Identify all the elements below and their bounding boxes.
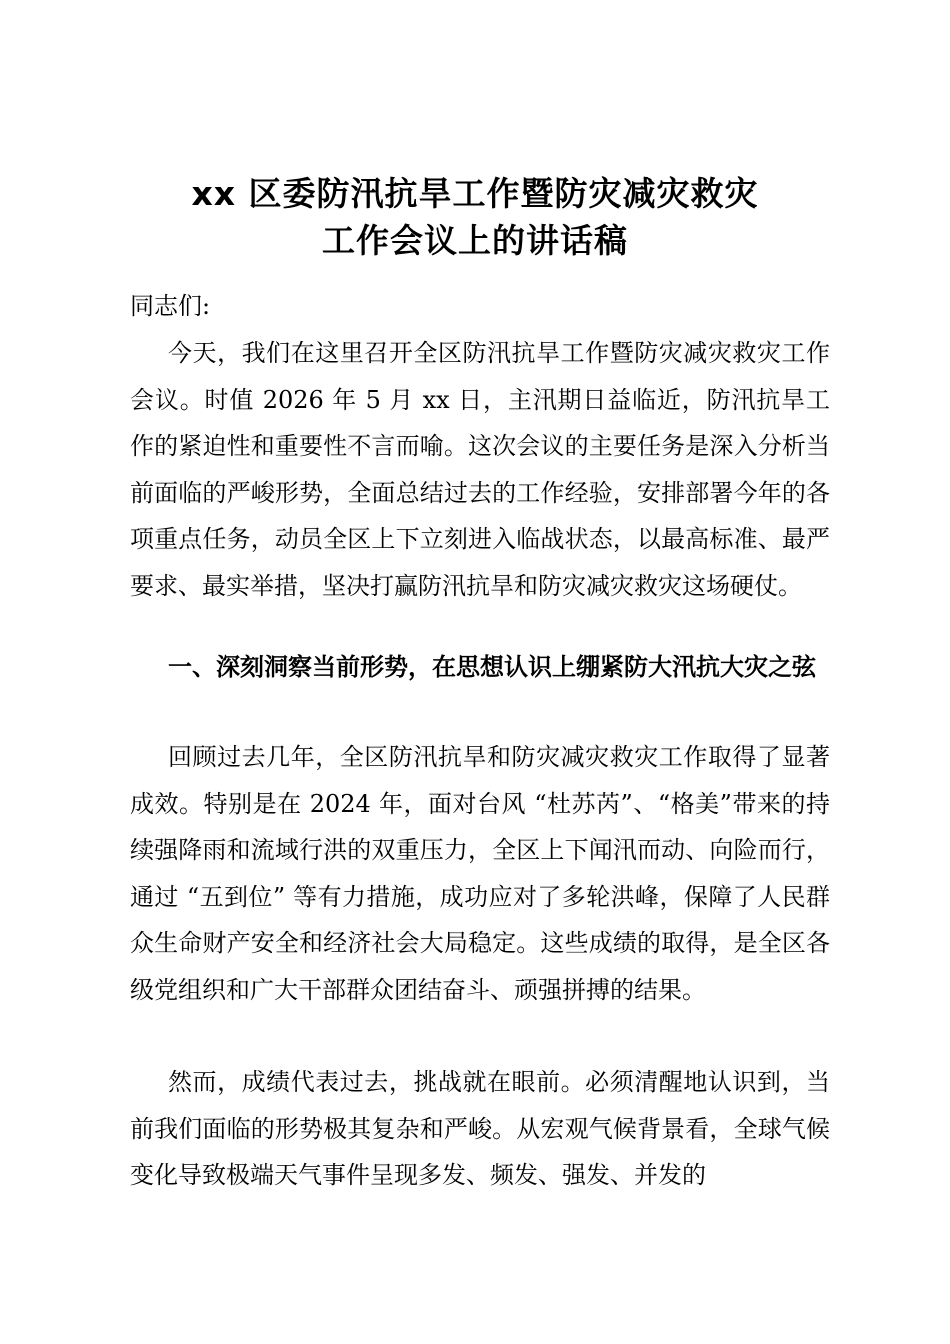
paragraph-review: 回顾过去几年，全区防汛抗旱和防灾减灾救灾工作取得了显著成效。特别是在 2024 年，面对台风 “杜苏芮”、“格美”带来的持续强降雨和流域行洪的双重压力，全区上下闻汛而动、向险而行，通过 “五到位” 等有力措施，成功应对了多轮洪峰，保障了人民群众生命财产安全和经济社会大局稳定。这些成绩的取得，是全区各级党组织和广大干部群众团结奋斗、顽强拼搏的结果。 [130,743,830,1004]
greeting: 同志们: [130,292,211,320]
paragraph-opening: 今天，我们在这里召开全区防汛抗旱工作暨防灾减灾救灾工作会议。时值 2026 年 5 月 xx 日，主汛期日益临近，防汛抗旱工作的紧迫性和重要性不言而喻。这次会议的主要任务是深入分析当前面临的严峻形势，全面总结过去的工作经验，安排部署今年的各项重点任务，动员全区上下立刻进入临战状态，以最高标准、最严要求、最实举措，坚决打赢防汛抗旱和防灾减灾救灾这场硬仗。 [130,339,830,600]
section-heading-1: 一、深刻洞察当前形势，在思想认识上绷紧防大汛抗大灾之弦 [168,653,816,681]
paragraph-challenges: 然而，成绩代表过去，挑战就在眼前。必须清醒地认识到，当前我们面临的形势极其复杂和严峻。从宏观气候背景看，全球气候变化导致极端天气事件呈现多发、频发、强发、并发的 [130,1068,830,1190]
document-title-line-1: xx 区委防汛抗旱工作暨防灾减灾救灾 [191,174,759,213]
document-title-line-2: 工作会议上的讲话稿 [322,221,628,260]
